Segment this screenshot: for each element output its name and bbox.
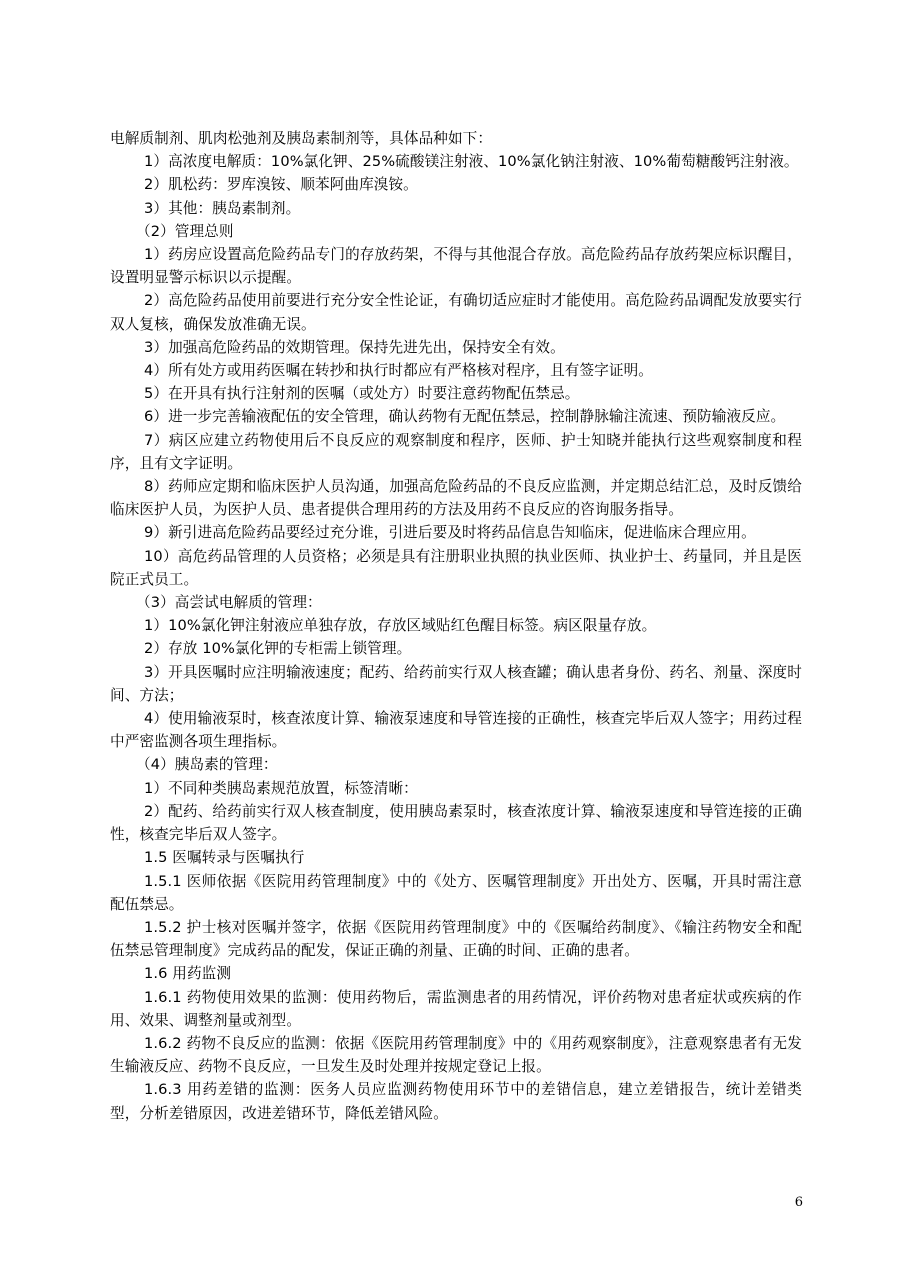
paragraph: 电解质制剂、肌肉松弛剂及胰岛素制剂等，具体品种如下： (110, 130, 493, 147)
paragraph: 1.5.2 护士核对医嘱并签字，依据《医院用药管理制度》中的《医嘱给药制度》、《输注药物安全和配伍禁忌管理制度》完成药品的配发，保证正确的剂量、正确的时间、正确的患者。 (110, 918, 802, 960)
paragraph: 2）高危险药品使用前要进行充分安全性论证，有确切适应症时才能使用。高危险药品调配发放要实行双人复核，确保发放准确无误。 (110, 292, 802, 333)
paragraph: 9）新引进高危险药品要经过充分谁，引进后要及时将药品信息告知临床，促进临床合理应用。 (144, 524, 756, 542)
paragraph: 1）高浓度电解质：10%氯化钾、25%硫酸镁注射液、10%氯化钠注射液、10%葡萄糖酸钙注射液。 (144, 153, 799, 171)
document-body (110, 127, 802, 1125)
paragraph: 1）10%氯化钾注射液应单独存放，存放区域贴红色醒目标签。病区限量存放。 (144, 617, 657, 635)
paragraph: 7）病区应建立药物使用后不良反应的观察制度和程序，医师、护士知晓并能执行这些观察制度和程序，且有文字证明。 (110, 431, 802, 472)
paragraph: 1.6.3 用药差错的监测：医务人员应监测药物使用环节中的差错信息，建立差错报告，统计差错类型，分析差错原因，改进差错环节，降低差错风险。 (110, 1081, 802, 1122)
paragraph: 4）所有处方或用药医嘱在转抄和执行时都应有严格核对程序，且有签字证明。 (144, 362, 653, 380)
paragraph: 1）药房应设置高危险药品专门的存放药架，不得与其他混合存放。高危险药品存放药架应标识醒目，设置明显警示标识以示提醒。 (110, 246, 802, 287)
paragraph: 8）药师应定期和临床医护人员沟通，加强高危险药品的不良反应监测，并定期总结汇总，及时反馈给临床医护人员，为医护人员、患者提供合理用药的方法及用药不良反应的咨询服务指导。 (110, 478, 802, 519)
paragraph: 1.6.2 药物不良反应的监测：依据《医院用药管理制度》中的《用药观察制度》，注意观察患者有无发生输液反应、药物不良反应，一旦发生及时处理并按规定登记上报。 (110, 1034, 802, 1076)
paragraph: 6）进一步完善输液配伍的安全管理，确认药物有无配伍禁忌，控制静脉输注流速、预防输液反应。 (144, 408, 786, 426)
paragraph: 2）肌松药：罗库溴铵、顺苯阿曲库溴铵。 (144, 176, 418, 194)
paragraph: 1.6 用药监测 (144, 965, 232, 983)
paragraph: 3）开具医嘱时应注明输液速度；配药、给药前实行双人核查罐；确认患者身份、药名、剂量、深度时间、方法； (110, 663, 802, 704)
paragraph: 1.5 医嘱转录与医嘱执行 (144, 849, 305, 867)
paragraph: 3）加强高危险药品的效期管理。保持先进先出，保持安全有效。 (144, 338, 565, 356)
paragraph: 1）不同种类胰岛素规范放置，标签清晰： (144, 779, 418, 797)
paragraph: 2）存放 10%氯化钾的专柜需上锁管理。 (144, 640, 412, 658)
page-number: 6 (794, 1195, 803, 1210)
paragraph: 4）使用输液泵时，核查浓度计算、输液泵速度和导管连接的正确性，核查完毕后双人签字；用药过程中严密监测各项生理指标。 (110, 710, 802, 751)
paragraph: 10）高危药品管理的人员资格；必须是具有注册职业执照的执业医师、执业护士、药量同，并且是医院正式员工。 (110, 547, 802, 588)
paragraph: 3）其他：胰岛素制剂。 (144, 199, 301, 217)
paragraph: 1.6.1 药物使用效果的监测：使用药物后，需监测患者的用药情况，评价药物对患者症状或疾病的作用、效果、调整剂量或剂型。 (110, 988, 802, 1029)
paragraph: （2）管理总则 (136, 222, 234, 240)
paragraph: （4）胰岛素的管理： (136, 756, 278, 774)
paragraph: 5）在开具有执行注射剂的医嘱（或处方）时要注意药物配伍禁忌。 (144, 385, 580, 403)
paragraph: 1.5.1 医师依据《医院用药管理制度》中的《处方、医嘱管理制度》开出处方、医嘱，开具时需注意配伍禁忌。 (110, 872, 802, 913)
paragraph: 2）配药、给药前实行双人核查制度，使用胰岛素泵时，核查浓度计算、输液泵速度和导管连接的正确性，核查完毕后双人签字。 (110, 802, 802, 844)
paragraph: （3）高尝试电解质的管理： (136, 594, 322, 612)
